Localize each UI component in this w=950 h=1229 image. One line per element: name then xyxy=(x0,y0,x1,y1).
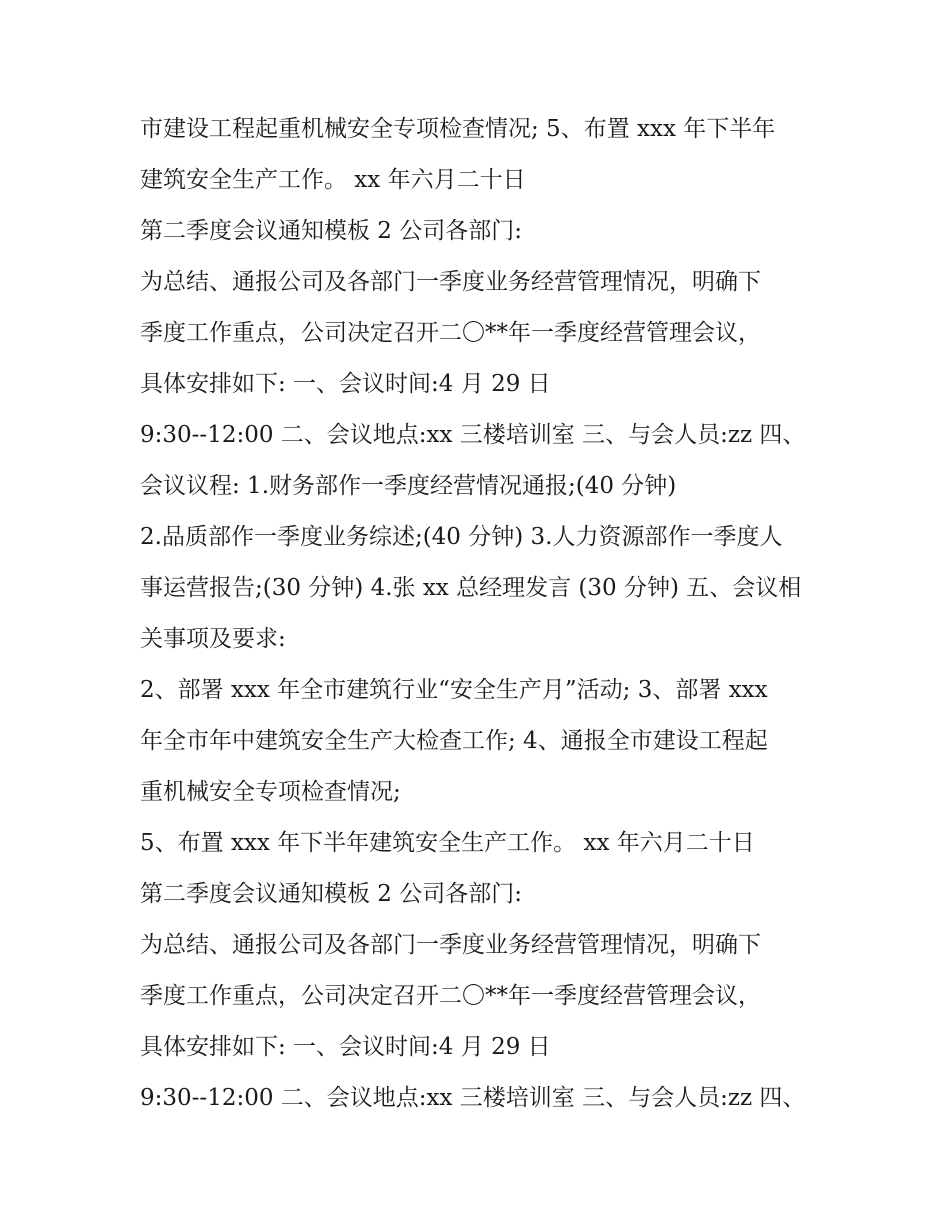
text-line: 建筑安全生产工作。 xx 年六月二十日 xyxy=(140,167,526,193)
text-line: 季度工作重点，公司决定召开二〇**年一季度经营管理会议， xyxy=(140,320,761,346)
text-line: 第二季度会议通知模板 2 公司各部门: xyxy=(140,218,523,244)
text-line: 5、布置 xxx 年下半年建筑安全生产工作。 xx 年六月二十日 xyxy=(140,830,755,856)
text-line: 9:30--12:00 二、会议地点:xx 三楼培训室 三、与会人员:zz 四、 xyxy=(140,1085,806,1111)
text-line: 季度工作重点，公司决定召开二〇**年一季度经营管理会议， xyxy=(140,983,761,1009)
document-body xyxy=(140,104,820,1124)
text-line: 为总结、通报公司及各部门一季度业务经营管理情况，明确下 xyxy=(140,932,761,958)
text-line: 2.品质部作一季度业务综述;(40 分钟) 3.人力资源部作一季度人 xyxy=(140,524,783,550)
text-line: 关事项及要求: xyxy=(140,626,286,652)
text-line: 会议议程: 1.财务部作一季度经营情况通报;(40 分钟) xyxy=(140,473,677,499)
text-line: 年全市年中建筑安全生产大检查工作; 4、通报全市建设工程起 xyxy=(140,728,768,754)
text-line: 第二季度会议通知模板 2 公司各部门: xyxy=(140,881,523,907)
text-line: 为总结、通报公司及各部门一季度业务经营管理情况，明确下 xyxy=(140,269,761,295)
text-line: 具体安排如下: 一、会议时间:4 月 29 日 xyxy=(140,371,551,397)
text-line: 重机械安全专项检查情况; xyxy=(140,779,401,805)
text-line: 具体安排如下: 一、会议时间:4 月 29 日 xyxy=(140,1034,551,1060)
text-line: 事运营报告;(30 分钟) 4.张 xx 总经理发言 (30 分钟) 五、会议相 xyxy=(140,575,802,601)
text-line: 9:30--12:00 二、会议地点:xx 三楼培训室 三、与会人员:zz 四、 xyxy=(140,422,806,448)
text-line: 2、部署 xxx 年全市建筑行业“安全生产月”活动; 3、部署 xxx xyxy=(140,677,768,703)
text-line: 市建设工程起重机械安全专项检查情况; 5、布置 xxx 年下半年 xyxy=(140,116,776,142)
